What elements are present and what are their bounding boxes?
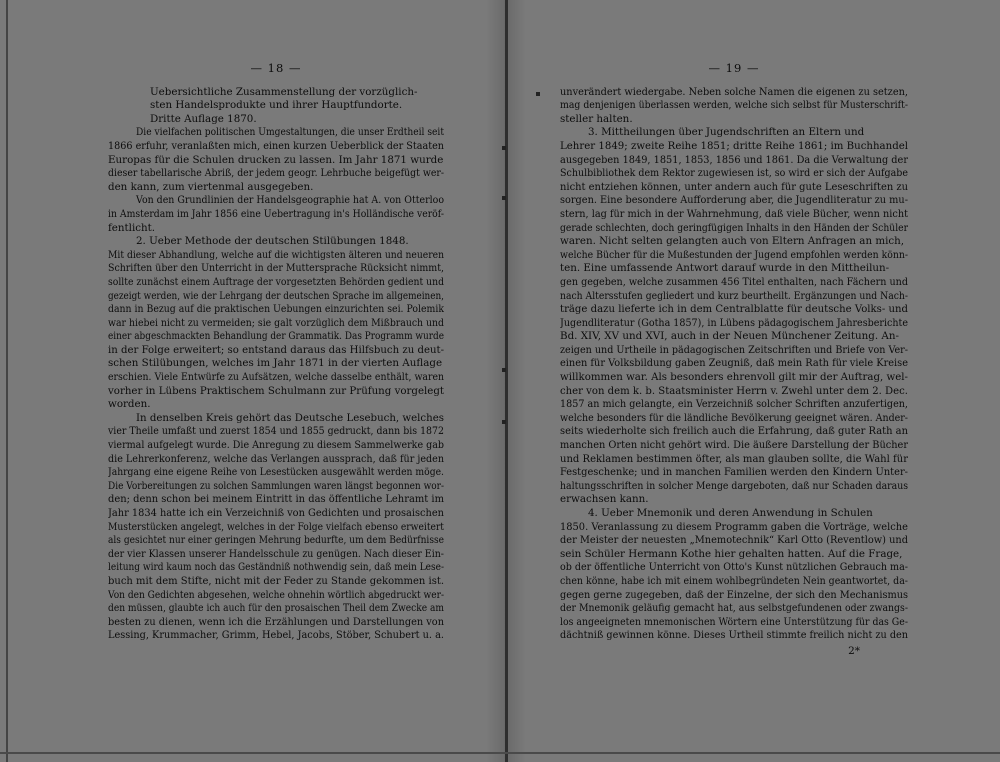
- page-edge-left: [6, 0, 8, 762]
- text-line: nach Altersstufen gegliedert und kurz beurtheilt. Ergänzungen und Nach-: [560, 289, 908, 302]
- text-line: erschien. Viele Entwürfe zu Aufsätzen, welche dasselbe enthält, waren: [108, 371, 444, 384]
- text-line: haltungsschriften in solcher Menge dargeboten, daß nur Schaden daraus: [560, 479, 908, 492]
- text-line: träge dazu lieferte ich in dem Centralblatte für deutsche Volks- und: [560, 303, 908, 316]
- text-line: 1866 erfuhr, veranlaßten mich, einen kurzen Ueberblick der Staaten: [108, 139, 444, 152]
- text-line: gen gegeben, welche zusammen 456 Titel enthalten, nach Fächern und: [560, 275, 908, 288]
- text-line: waren. Nicht selten gelangten auch von Eltern Anfragen an mich,: [560, 235, 905, 248]
- text-line: Mit dieser Abhandlung, welche auf die wichtigsten älteren und neueren: [108, 248, 444, 261]
- right-page: [560, 62, 908, 659]
- text-line: In denselben Kreis gehört das Deutsche Lesebuch, welches: [136, 411, 444, 424]
- text-line: vier Theile umfaßt und zuerst 1854 und 1855 gedruckt, dann bis 1872: [108, 425, 444, 438]
- page-number: — 19 —: [708, 61, 760, 75]
- binding-hole-mark: [536, 92, 540, 96]
- text-line: mag denjenigen überlassen werden, welche sich selbst für Musterschrift-: [560, 99, 908, 112]
- text-line: den müssen, glaubte ich auch für den prosaischen Theil dem Zwecke am: [108, 602, 444, 615]
- book-gutter: [505, 0, 508, 762]
- text-line: gezeigt werden, wie der Lehrgang der deutschen Sprache im allgemeinen,: [108, 289, 444, 302]
- text-line: Jahr 1834 hatte ich ein Verzeichniß von Gedichten und prosaischen: [108, 507, 444, 519]
- text-line: einer abgeschmackten Behandlung der Grammatik. Das Programm wurde: [108, 330, 444, 343]
- text-line: der Mnemonik geläufig gemacht hat, aus selbstgefundenen oder zwangs-: [560, 602, 908, 615]
- binding-hole-mark: [502, 146, 506, 150]
- text-line: los angeeigneten mnemonischen Wörtern eine Unterstützung für das Ge-: [560, 615, 908, 628]
- page-edge-bottom: [0, 752, 1000, 754]
- text-line: steller halten.: [560, 112, 633, 125]
- text-line: worden.: [108, 398, 151, 411]
- text-line: Festgeschenke; und in manchen Familien werden den Kindern Unter-: [560, 466, 908, 479]
- right-page-body: [560, 86, 908, 643]
- text-line: Schulbibliothek dem Rektor zugewiesen ist, so wird er sich der Aufgabe: [560, 167, 908, 180]
- text-line: 1857 an mich gelangte, ein Verzeichniß solcher Schriften anzufertigen,: [560, 398, 908, 411]
- text-line: schen Stilübungen, welches im Jahr 1871 in der vierten Auflage: [108, 357, 443, 370]
- text-line: welche besonders für die ländliche Bevölkerung geeignet wären. Ander-: [560, 411, 908, 424]
- text-line: einen für Volksbildung gaben Zeugniß, daß mein Rath für viele Kreise: [560, 357, 908, 370]
- binding-hole-mark: [502, 196, 506, 200]
- text-line: den kann, zum viertenmal ausgegeben.: [108, 180, 314, 193]
- text-line: fentlicht.: [108, 221, 156, 234]
- text-line: Die Vorbereitungen zu solchen Sammlungen waren längst begonnen wor-: [108, 479, 444, 492]
- text-line: Jahrgang eine eigene Reihe von Lesestücken ausgewählt werden möge.: [108, 466, 444, 479]
- section-heading-edition: Dritte Auflage 1870.: [150, 112, 257, 125]
- text-line: cher von dem k. b. Staatsminister Herrn v. Zwehl unter dem 2. Dec.: [560, 384, 908, 397]
- text-line: 1850. Veranlassung zu diesem Programm gaben die Vorträge, welche: [560, 520, 908, 533]
- text-line: Bd. XIV, XV und XVI, auch in der Neuen Münchener Zeitung. An-: [560, 330, 899, 343]
- text-line: ausgegeben 1849, 1851, 1853, 1856 und 1861. Da die Verwaltung der: [560, 153, 908, 166]
- text-line: seits wiederholte sich freilich auch die Erfahrung, daß guter Rath an: [560, 425, 908, 438]
- text-line: unverändert wiedergabe. Neben solche Namen die eigenen zu setzen,: [560, 85, 908, 98]
- text-line: Lessing, Krummacher, Grimm, Hebel, Jacobs, Stöber, Schubert u. a.: [108, 629, 444, 642]
- section-heading-line: sten Handelsprodukte und ihrer Hauptfundorte.: [150, 99, 403, 112]
- text-line: viermal aufgelegt wurde. Die Anregung zu diesem Sammelwerke gab: [108, 439, 444, 452]
- text-line: dieser tabellarische Abriß, der jedem geogr. Lehrbuche beigefügt wer-: [108, 167, 444, 180]
- text-line: sein Schüler Hermann Kothe hier gehalten hatten. Auf die Frage,: [560, 547, 903, 560]
- text-line: 2. Ueber Methode der deutschen Stilübungen 1848.: [136, 235, 409, 248]
- text-line: den; denn schon bei meinem Eintritt in das öffentliche Lehramt im: [108, 493, 444, 506]
- text-line: Jugendliteratur (Gotha 1857), in Lübens pädagogischem Jahresberichte: [560, 316, 908, 329]
- text-line: Von den Grundlinien der Handelsgeographie hat A. von Otterloo: [136, 194, 444, 207]
- text-line: Europas für die Schulen drucken zu lassen. Im Jahr 1871 wurde: [108, 153, 444, 166]
- text-line: erwachsen kann.: [560, 493, 649, 506]
- text-line: Musterstücken angelegt, welches in der Folge vielfach ebenso erweitert: [108, 520, 444, 533]
- text-line: ten. Eine umfassende Antwort darauf wurde in den Mittheilun-: [560, 262, 890, 275]
- text-line: der vier Klassen unserer Handelsschule zu genügen. Nach dieser Ein-: [108, 547, 444, 560]
- text-line: Die vielfachen politischen Umgestaltungen, die unser Erdtheil seit: [136, 126, 444, 139]
- text-line: stern, lag für mich in der Wahrnehmung, daß viele Bücher, wenn nicht: [560, 207, 908, 220]
- text-line: war hiebei nicht zu vermeiden; sie galt vorzüglich dem Mißbrauch und: [108, 316, 444, 329]
- text-line: in der Folge erweitert; so entstand daraus das Hilfsbuch zu deut-: [108, 343, 444, 356]
- text-line: dächtniß gewinnen könne. Dieses Urtheil stimmte freilich nicht zu den: [560, 629, 908, 642]
- section-heading-line: Uebersichtliche Zusammenstellung der vorzüglich-: [150, 85, 418, 98]
- signature-mark: 2*: [848, 644, 860, 657]
- text-line: chen könne, habe ich mit einem wohlbegründeten Nein geantwortet, da-: [560, 574, 908, 587]
- text-line: willkommen war. Als besonders ehrenvoll gilt mir der Auftrag, wel-: [560, 371, 908, 384]
- text-line: in Amsterdam im Jahr 1856 eine Uebertragung in's Holländische veröf-: [108, 207, 444, 220]
- binding-hole-mark: [502, 368, 506, 372]
- text-line: 3. Mittheilungen über Jugendschriften an Eltern und: [588, 126, 865, 139]
- text-line: gegen gerne zugegeben, daß der Einzelne, der sich den Mechanismus: [560, 588, 908, 601]
- text-line: vorher in Lübens Praktischem Schulmann zur Prüfung vorgelegt: [108, 384, 444, 397]
- left-page-body: [108, 126, 444, 643]
- text-line: zeigen und Urtheile in pädagogischen Zeitschriften und Briefe von Ver-: [560, 343, 908, 356]
- text-line: Von den Gedichten abgesehen, welche ohnehin wörtlich abgedruckt wer-: [108, 588, 444, 601]
- text-line: gerade schlechten, doch geringfügigen Inhalts in den Händen der Schüler: [560, 221, 908, 234]
- text-line: der Meister der neuesten „Mnemotechnik“ Karl Otto (Reventlow) und: [560, 534, 908, 547]
- text-line: sorgen. Eine besondere Aufforderung aber, die Jugendliteratur zu mu-: [560, 194, 908, 207]
- text-line: manchen Orten nicht gehört wird. Die äußere Darstellung der Bücher: [560, 439, 908, 452]
- text-line: nicht entziehen können, unter andern auch für gute Leseschriften zu: [560, 180, 908, 193]
- text-line: welche Bücher für die Mußestunden der Jugend empfohlen werden könn-: [560, 248, 908, 261]
- text-line: Schriften über den Unterricht in der Muttersprache Rücksicht nimmt,: [108, 262, 444, 275]
- left-page: [108, 62, 444, 643]
- text-line: leitung wird kaum noch das Geständniß nothwendig sein, daß mein Lese-: [108, 561, 444, 574]
- text-line: besten zu dienen, wenn ich die Erzählungen und Darstellungen von: [108, 615, 444, 628]
- binding-hole-mark: [502, 420, 506, 424]
- text-line: Lehrer 1849; zweite Reihe 1851; dritte Reihe 1861; im Buchhandel: [560, 139, 908, 152]
- text-line: und Reklamen bestimmen öfter, als man glauben sollte, die Wahl für: [560, 452, 908, 465]
- text-line: ob der öffentliche Unterricht von Otto's Kunst nützlichen Gebrauch ma-: [560, 561, 908, 574]
- text-line: buch mit dem Stifte, nicht mit der Feder zu Stande gekommen ist.: [108, 574, 444, 587]
- text-line: sollte zunächst einem Auftrage der vorgesetzten Behörden gedient und: [108, 275, 444, 288]
- text-line: die Lehrerkonferenz, welche das Verlangen aussprach, daß für jeden: [108, 452, 444, 465]
- text-line: dann in Bezug auf die praktischen Uebungen einzurichten sei. Polemik: [108, 303, 444, 316]
- text-line: 4. Ueber Mnemonik und deren Anwendung in Schulen: [588, 507, 873, 519]
- text-line: als gesichtet nur einer geringen Mehrung bedurfte, um dem Bedürfnisse: [108, 534, 444, 547]
- page-number: — 18 —: [250, 61, 302, 75]
